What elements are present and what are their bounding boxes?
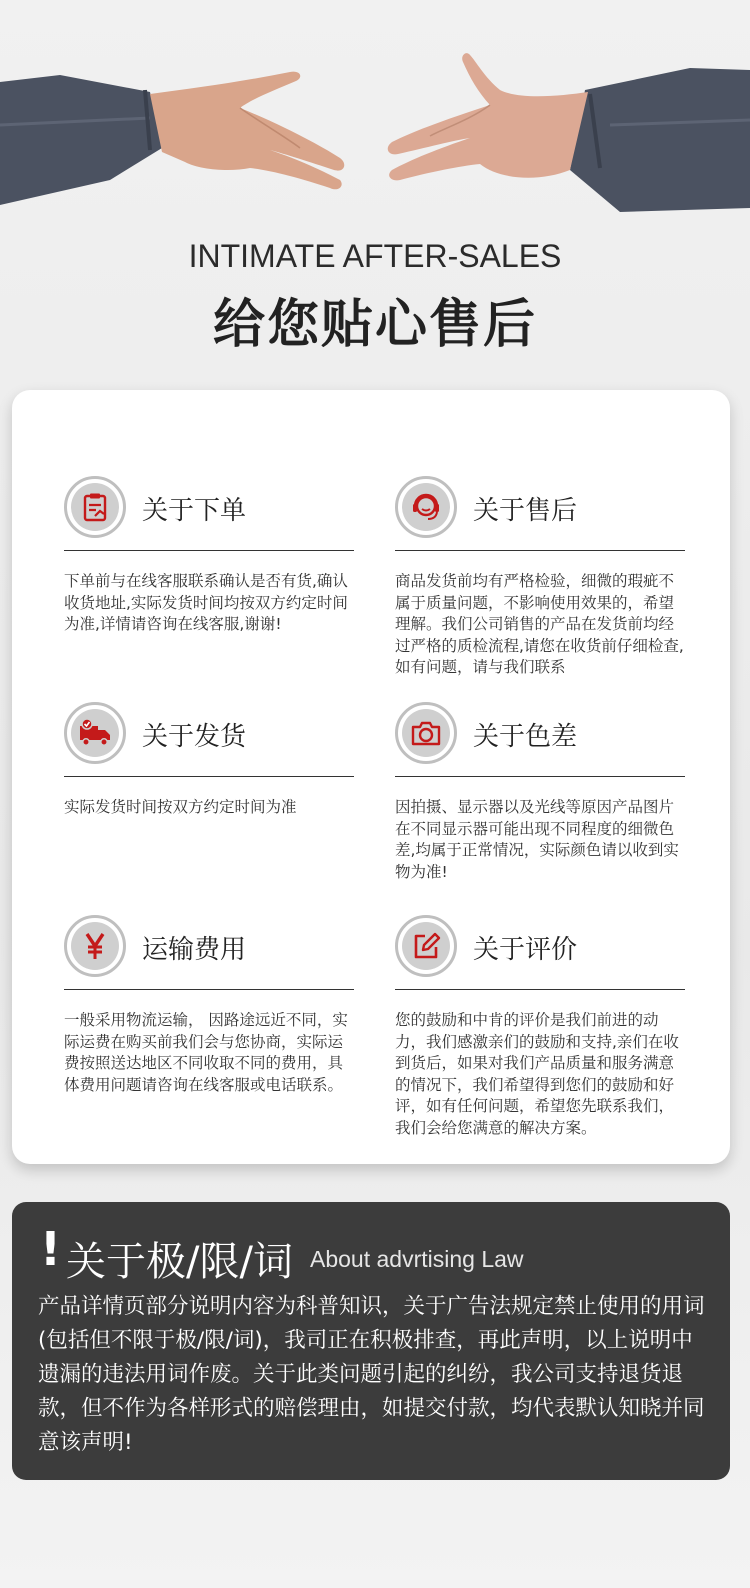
- section-header: [395, 702, 685, 777]
- yen-icon: [81, 931, 109, 961]
- section-freight: [64, 915, 354, 1096]
- hero-title-cn: 给您贴心售后: [212, 295, 537, 355]
- section-title: 关于色差: [473, 722, 578, 752]
- section-title: 关于评价: [473, 935, 578, 965]
- truck-icon: [78, 718, 112, 748]
- section-title: 关于售后: [473, 496, 578, 526]
- section-icon-circle: [395, 476, 457, 538]
- section-icon-circle: [395, 702, 457, 764]
- section-header: [64, 915, 354, 990]
- section-header: [64, 702, 354, 777]
- customer-service-icon: [410, 491, 442, 523]
- section-icon-circle: [64, 476, 126, 538]
- section-title: 关于发货: [142, 722, 247, 752]
- section-title: 运输费用: [142, 935, 247, 965]
- notice-subtitle: About advrtising Law: [310, 1246, 524, 1272]
- section-header: [395, 915, 685, 990]
- exclamation-icon: !: [40, 1222, 61, 1276]
- section-body: 下单前与在线客服联系确认是否有货,确认收货地址,实际发货时间均按双方约定时间为准,详情请咨询在线客服,谢谢!: [64, 572, 348, 633]
- section-reviews: [395, 915, 685, 1139]
- section-title: 关于下单: [142, 496, 247, 526]
- notice-title: 关于极/限/词: [66, 1239, 293, 1285]
- camera-icon: [410, 719, 442, 747]
- section-body: 您的鼓励和中肯的评价是我们前进的动力，我们感激亲们的鼓励和支持,亲们在收到货后，如果对我们产品质量和服务满意的情况下，我们希望得到您们的鼓励和好评，如有任何问题，希望您先联系我们，我们会给您满意的解决方案。: [395, 1011, 679, 1137]
- after-sales-card: [12, 390, 730, 1164]
- section-header: [395, 476, 685, 551]
- section-order: [64, 476, 354, 636]
- section-shipping: [64, 702, 354, 819]
- section-body: 一般采用物流运输， 因路途远近不同，实际运费在购买前我们会与您协商，实际运费按照送达地区不同收取不同的费用，具体费用问题请咨询在线客服或电话联系。: [64, 1011, 348, 1094]
- hero-title-en: INTIMATE AFTER-SALES: [188, 238, 562, 274]
- section-icon-circle: [64, 702, 126, 764]
- section-body: 商品发货前均有严格检验，细微的瑕疵不属于质量问题，不影响使用效果的，希望理解。我们公司销售的产品在发货前均经过严格的质检流程,请您在收货前仔细检查,如有问题，请与我们联系: [395, 572, 684, 676]
- section-icon-circle: [395, 915, 457, 977]
- hero-banner: [0, 0, 750, 370]
- section-header: [64, 476, 354, 551]
- section-icon-circle: [64, 915, 126, 977]
- edit-icon: [411, 931, 441, 961]
- section-after-sales: [395, 476, 685, 679]
- section-body: 实际发货时间按双方约定时间为准: [64, 798, 297, 816]
- section-body: 因拍摄、显示器以及光线等原因产品图片在不同显示器可能出现不同程度的细微色差,均属于正常情况，实际颜色请以收到实物为准!: [395, 798, 679, 881]
- handshake-image: [0, 30, 750, 220]
- clipboard-icon: [80, 492, 110, 522]
- notice-body: 产品详情页部分说明内容为科普知识，关于广告法规定禁止使用的用词(包括但不限于极/限/词)，我司正在积极排查，再此声明，以上说明中遗漏的违法用词作废。关于此类问题引起的纠纷，我公司支持退货退款，但不作为各样形式的赔偿理由，如提交付款，均代表默认知晓并同意该声明!: [38, 1294, 705, 1455]
- advertising-law-notice: [12, 1202, 730, 1480]
- section-color-difference: [395, 702, 685, 883]
